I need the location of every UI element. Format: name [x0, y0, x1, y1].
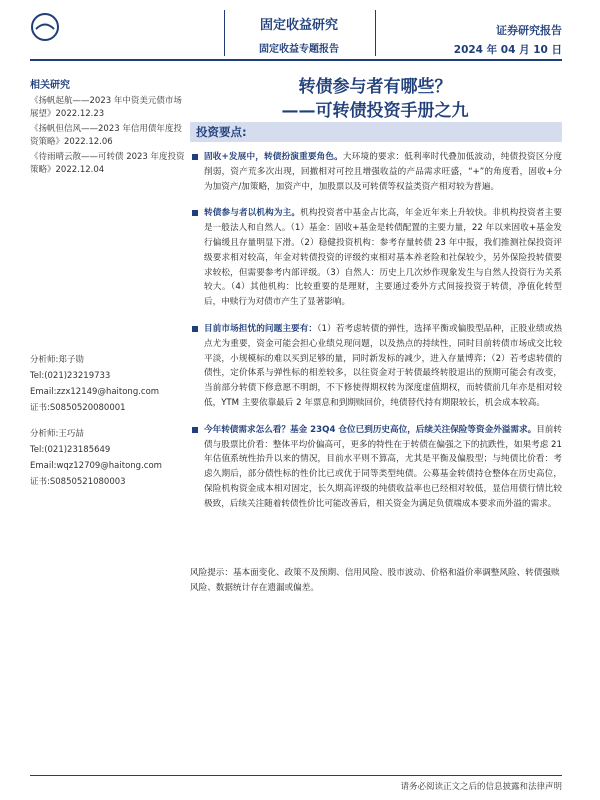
analyst-name: 分析师:王巧喆	[30, 429, 84, 439]
footer-disclaimer: 请务必阅读正文之后的信息披露和法律声明	[400, 782, 562, 792]
analyst-cert: 证书:S0850520080001	[30, 403, 126, 413]
related-research-item[interactable]: 《扬帆但信风——2023 年信用债年度投资策略》2022.12.06	[30, 124, 182, 147]
bullet-square-icon	[192, 326, 198, 332]
key-point-highlight: 固收+发展中，转债扮演重要角色。	[204, 152, 343, 162]
related-research-item[interactable]: 《待雨晴云散——可转债 2023 年度投资策略》2022.12.04	[30, 152, 185, 175]
report-type: 证券研究报告	[496, 24, 562, 37]
analyst-contacts	[30, 352, 185, 500]
footer-divider	[30, 775, 562, 776]
key-points-bar	[190, 122, 562, 142]
analyst-card	[30, 352, 185, 416]
related-research-item[interactable]: 《扬帆起航——2023 年中资美元债市场展望》2022.12.23	[30, 96, 182, 119]
analyst-tel: Tel:(021)23219733	[30, 371, 111, 381]
key-point	[190, 150, 562, 194]
key-point-text: 大环境的要求：低利率时代叠加低波动，纯债投资区分度削弱，资产荒多次出现，回撤相对可控且增强收益的产品需求旺盛，“+”的角度看，固收+分为加资产/加策略，加资产中，加股票以及可转债等权益类资产相对较为普遍。	[204, 152, 562, 192]
document-title: 转债参与者有哪些？	[298, 77, 452, 97]
key-point-text: 机构投资者中基金占比高，年金近年来上升较快。非机构投资者主要是一般法人和自然人。（1）基金：固收+基金是转债配置的主要力量，22 年以来固收+基金发行偏缓且存量明显下滑。（2）稳健投资机构：参考存量转债 23 年中报，我们推测社保投资评级要求相对较高，年金对转债投资的评级约束相对基本养老险和社保较少，另外保险投转债要求较松，但需要参考内部评级。（3）自然人：历史上几次炒作现象发生与自然人投资行为关系较大。（4）其他机构：比较重要的是理财，主要通过委外方式间接投资于转债，净值化转型后，申赎行为对债市产生了显著影响。	[204, 208, 562, 308]
key-point	[190, 423, 562, 512]
report-category: 固定收益研究	[259, 18, 338, 33]
risk-warning: 风险提示：基本面变化、政策不及预期、信用风险、股市波动、价格和溢价率调整风险、转债强赎风险、数据统计存在遗漏或偏差。	[190, 568, 560, 593]
analyst-cert: 证书:S0850521080003	[30, 477, 126, 487]
analyst-card	[30, 426, 185, 490]
haitong-logo-icon	[30, 12, 60, 42]
key-point-text: （1）若考虑转债的弹性，选择平衡或偏股型品种，正股业绩或热点尤为重要，资金可能会担心业绩兑现问题，以及热点的持续性，同时目前转债市场成交比较平淡，小规模标的难以买到足够的量，同时新发标的减少，进入存量博弈；（2）若考虑转债的债性，定价体系与弹性标的相差较多，以往资金对于转债最终转股退出的预期可能会有改变，当前部分转债下修意愿不明朗，不下修使得期权转为深度虚值期权，而转债前几年亦是相对较低，YTM 主要依靠最后 2 年票息和到期赎回价，纯债替代持有期限较长，机会成本较高。	[204, 323, 562, 408]
analyst-email[interactable]: Email:wqz12709@haitong.com	[30, 461, 162, 471]
document-subtitle: ——可转债投资手册之九	[281, 101, 469, 121]
key-point-highlight: 转债参与者以机构为主。	[204, 208, 301, 219]
analyst-email[interactable]: Email:zzx12149@haitong.com	[30, 387, 160, 397]
report-date: 2024 年 04 月 10 日	[453, 44, 562, 56]
header-divider	[30, 59, 562, 61]
bullet-square-icon	[192, 210, 198, 216]
analyst-name: 分析师:郑子勋	[30, 355, 84, 365]
key-points-list	[190, 150, 562, 524]
analyst-tel: Tel:(021)23185649	[30, 445, 111, 455]
bullet-square-icon	[192, 427, 198, 433]
key-point	[190, 322, 562, 411]
key-point	[190, 206, 562, 310]
key-points-heading: 投资要点:	[196, 125, 247, 139]
key-point-highlight: 目前市场担忧的问题主要有：	[204, 323, 318, 334]
bullet-square-icon	[192, 154, 198, 160]
related-research-heading: 相关研究	[30, 80, 70, 91]
key-point-text: 目前转债与股票比价看：整体平均价偏高可，更多的特性在于转债在偏强之下的抗跌性，如果考虑 21 年估值系统性抬升以来的情况，目前水平则不算高，尤其是平衡及偏股型；与纯债比价看：考虑久期后，部分债性标的性价比已或优于同等类型纯债。公募基金转债持仓整体在历史高位，保险机构资金成本相对固定，长久期高评级的纯债收益率也已经相对较低，显信用债行情比较极致，后续关注随着转债性价比可能改善后，相关资金为满足负债端成本要求而外溢的需求。	[204, 424, 562, 509]
report-subcategory: 固定收益专题报告	[259, 44, 339, 55]
related-research	[30, 76, 185, 179]
key-point-highlight: 今年转债需求怎么看？基金 23Q4 仓位已到历史高位，后续关注保险等资金外溢需求。	[204, 424, 537, 435]
